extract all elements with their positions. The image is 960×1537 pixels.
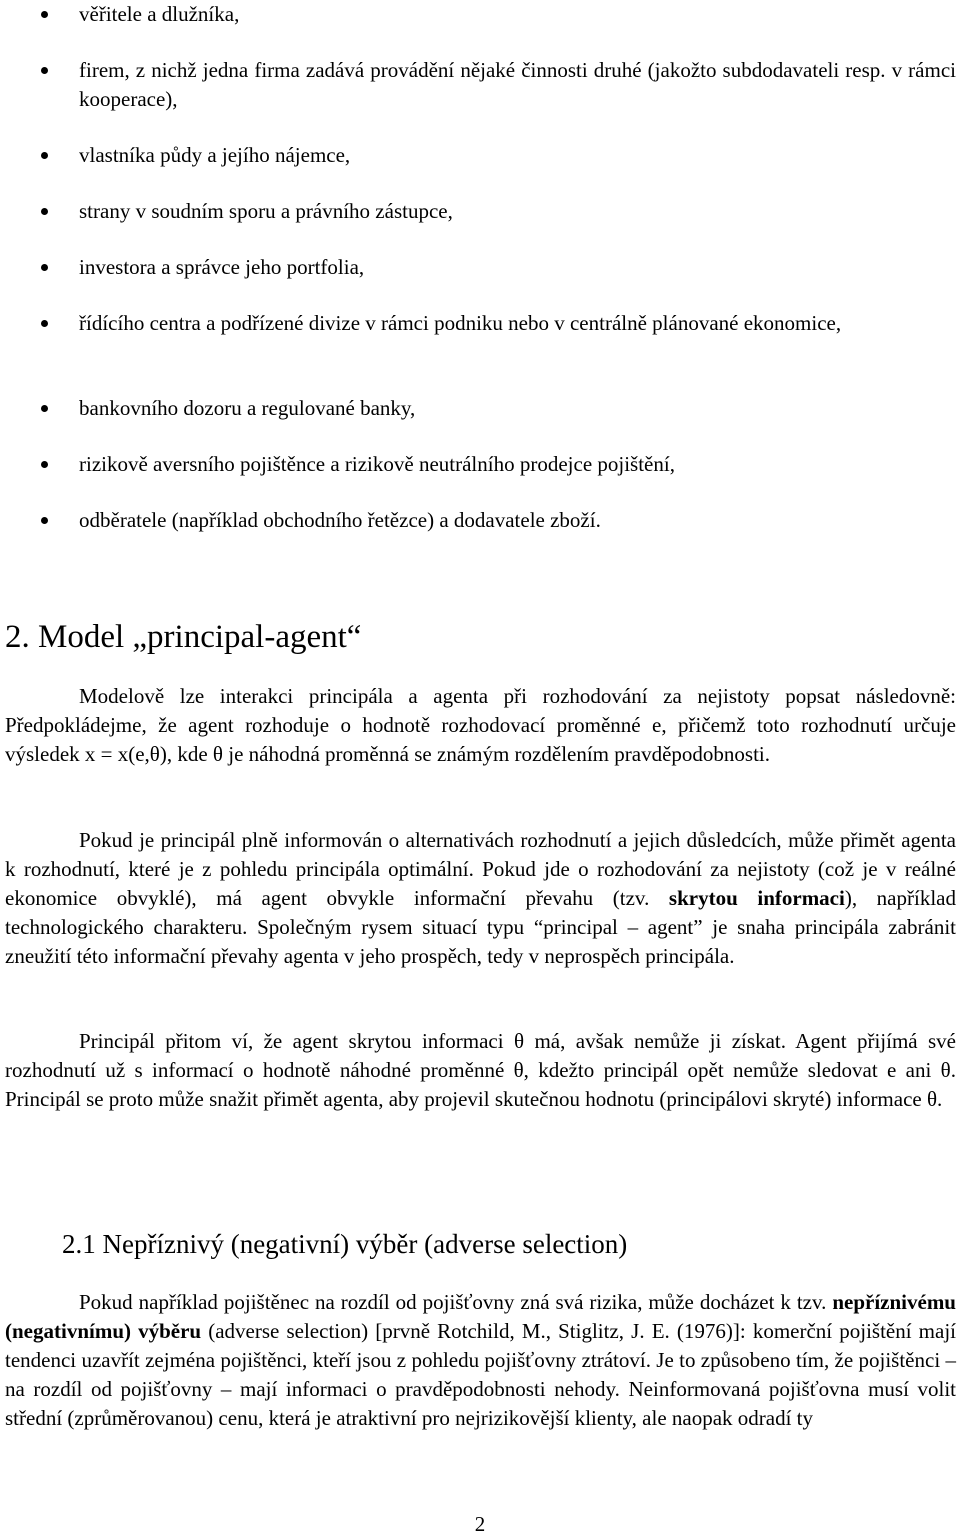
list-item-text: firem, z nichž jedna firma zadává provádění nějaké činnosti druhé (jakožto subdodavateli resp. v rámci kooperace), <box>79 58 956 111</box>
list-item-text: investora a správce jeho portfolia, <box>79 255 365 279</box>
list-item <box>79 309 956 338</box>
list-item <box>79 197 956 226</box>
page-number: 2 <box>474 1512 486 1536</box>
paragraph-text: Pokud je principál plně informován o alternativách rozhodnutí a jejich důsledcích, může přimět agenta k rozhodnutí, které je z pohledu principála optimální. Pokud jde o rozhodování za nejistoty (což je v reálné ekonomice obvyklé), má agent obvykle informační převahu (tzv. <box>5 828 956 910</box>
list-item <box>79 506 956 535</box>
list-item <box>79 450 956 479</box>
list-item-text: strany v soudním sporu a právního zástupce, <box>79 199 453 223</box>
list-item-text: vlastníka půdy a jejího nájemce, <box>79 143 351 167</box>
bullet-icon <box>41 264 48 271</box>
paragraph-text: (adverse selection) [prvně Rotchild, M., Stiglitz, J. E. (1976)]: komerční pojištění mají tendenci uzavřít zejména pojištěnci, kteří jsou z pohledu pojišťovny ztrátoví. Je to způsobeno tím, že pojištěnci – na rozdíl od pojišťovny – mají informaci o pravděpodobnosti nehody. Neinformovaná pojišťovna musí volit střední (zprůměrovanou) cenu, která je atraktivní pro nejrizikovější klienty, ale naopak odradí ty <box>5 1319 957 1430</box>
list-item-text: rizikově aversního pojištěnce a rizikově neutrálního prodejce pojištění, <box>79 452 675 476</box>
paragraph-text: Pokud například pojištěnec na rozdíl od pojišťovny zná svá rizika, může docházet k tzv. <box>79 1290 833 1314</box>
bullet-icon <box>41 405 48 412</box>
emphasis-hidden-information: skrytou informaci <box>668 886 845 910</box>
paragraph-information-advantage <box>5 826 956 971</box>
list-item <box>79 0 956 29</box>
paragraph-adverse-selection <box>5 1288 956 1433</box>
list-item <box>79 253 956 282</box>
bullet-icon <box>41 67 48 74</box>
section-heading-model-principal-agent: 2. Model „principal-agent“ <box>5 619 362 655</box>
list-item <box>79 56 956 114</box>
emphasis-adverse-selection: nepříznivému (negativnímu) výběru <box>5 1290 956 1343</box>
bullet-icon <box>41 461 48 468</box>
list-item-text: řídícího centra a podřízené divize v rámci podniku nebo v centrálně plánované ekonomice, <box>79 311 842 335</box>
list-item-text: bankovního dozoru a regulované banky, <box>79 396 416 420</box>
bullet-icon <box>41 320 48 327</box>
list-item <box>79 141 956 170</box>
bullet-icon <box>41 11 48 18</box>
bullet-icon <box>41 517 48 524</box>
paragraph-model-intro: Modelově lze interakci principála a agenta při rozhodování za nejistoty popsat následovně: Předpokládejme, že agent rozhoduje o hodnotě rozhodovací proměnné e, přičemž toto rozhodnutí určuje výsledek x = x(e,θ), kde θ je náhodná proměnná se známým rozdělením pravděpodobnosti. <box>5 684 956 766</box>
list-item-text: věřitele a dlužníka, <box>79 2 240 26</box>
paragraph-hidden-information: Principál přitom ví, že agent skrytou informaci θ má, avšak nemůže ji získat. Agent přijímá své rozhodnutí už s informací o hodnotě náhodné proměnné θ, kdežto principál opět nemůže sledovat e ani θ. Principál se proto může snažit přimět agenta, aby projevil skutečnou hodnotu (principálovi skryté) informace θ. <box>5 1029 956 1111</box>
list-item <box>79 394 956 423</box>
bullet-icon <box>41 208 48 215</box>
paragraph-text: ), například technologického charakteru. Společným rysem situací typu “principal – agent” je snaha principála zabránit zneužití této informační převahy agenta v jeho prospěch, tedy v neprospěch principála. <box>5 886 956 968</box>
list-item-text: odběratele (například obchodního řetězce) a dodavatele zboží. <box>79 508 601 532</box>
section-heading-adverse-selection: 2.1 Nepříznivý (negativní) výběr (adverse selection) <box>62 1229 628 1259</box>
bullet-icon <box>41 152 48 159</box>
